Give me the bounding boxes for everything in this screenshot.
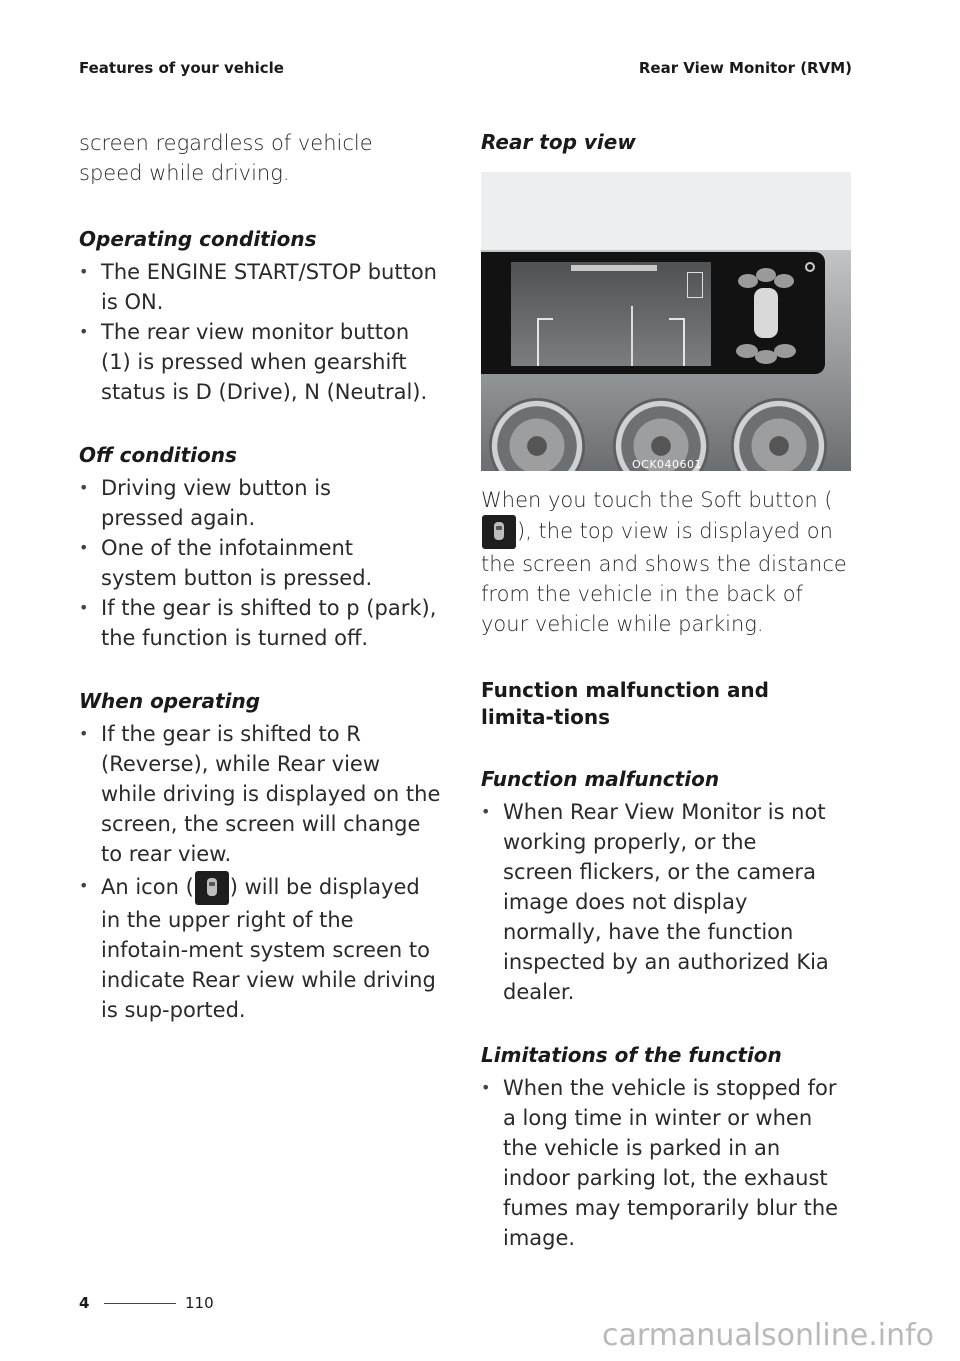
footer-divider [104,1303,176,1304]
chapter-number: 4 [79,1294,90,1312]
top-view-display [736,268,796,364]
rear-view-car-icon [195,871,229,905]
list-item: • The rear view monitor button (1) is pressed when gearshift status is D (Drive), N (Neutral). [79,317,439,407]
malfunction-section-title: Function malfunction and limita-tions [481,678,769,729]
paragraph-end: ), the top view is displayed on the screen and shows the distance from the vehicle in the back of your vehicle while parking. [481,519,847,636]
when-operating-list [79,719,459,1025]
list-item: • The ENGINE START/STOP button is ON. [79,257,439,317]
icon-sentence-start: An icon ( [101,875,194,899]
list-item: • When the vehicle is stopped for a long time in winter or when the vehicle is parked in an indoor parking lot, the exhaust fumes may temporarily blur the image. [481,1073,846,1253]
left-column [79,128,459,1025]
intro-paragraph: screen regardless of vehicle speed while driving. [79,131,373,185]
off-conditions-list [79,473,459,653]
list-item: • If the gear is shifted to p (park), the function is turned off. [79,593,439,653]
rear-view-car-icon [482,515,516,549]
rear-top-view-title: Rear top view [481,130,636,154]
right-column [481,128,853,1253]
running-header-section: Rear View Monitor (RVM) [638,59,852,77]
limitations-list [481,1073,853,1253]
running-header-chapter: Features of your vehicle [79,59,284,77]
mini-car-icon [687,272,703,298]
list-item: • One of the infotainment system button is pressed. [79,533,434,593]
watermark: carmanualsonline.info [602,1318,934,1353]
list-item: • Driving view button is pressed again. [79,473,419,533]
car-top-icon [754,288,778,338]
paragraph-start: When you touch the Soft button ( [481,488,833,512]
gear-icon [805,262,815,272]
operating-conditions-title: Operating conditions [79,227,317,251]
off-conditions-title: Off conditions [79,443,237,467]
icon-sentence-end: ) will be displayed in the upper right of the infotain-ment system screen to indicate Rear view while driving is sup-ported. [101,875,436,1022]
when-operating-title: When operating [79,689,261,713]
function-malfunction-title: Function malfunction [481,767,720,791]
figure-code: OCK040601 [632,458,703,471]
rear-top-view-figure [481,172,851,471]
list-item: • When Rear View Monitor is not working properly, or the screen flickers, or the camera image does not display normally, have the function inspected by an authorized Kia dealer. [481,797,831,1007]
function-malfunction-list [481,797,853,1007]
camera-view [511,262,711,366]
page-number: 110 [185,1294,214,1312]
list-item [79,871,441,1025]
operating-conditions-list [79,257,459,407]
list-item: • If the gear is shifted to R (Reverse), while Rear view while driving is displayed on the screen, the screen will change to rear view. [79,719,441,869]
limitations-title: Limitations of the function [481,1043,782,1067]
soft-button-paragraph [481,485,849,639]
